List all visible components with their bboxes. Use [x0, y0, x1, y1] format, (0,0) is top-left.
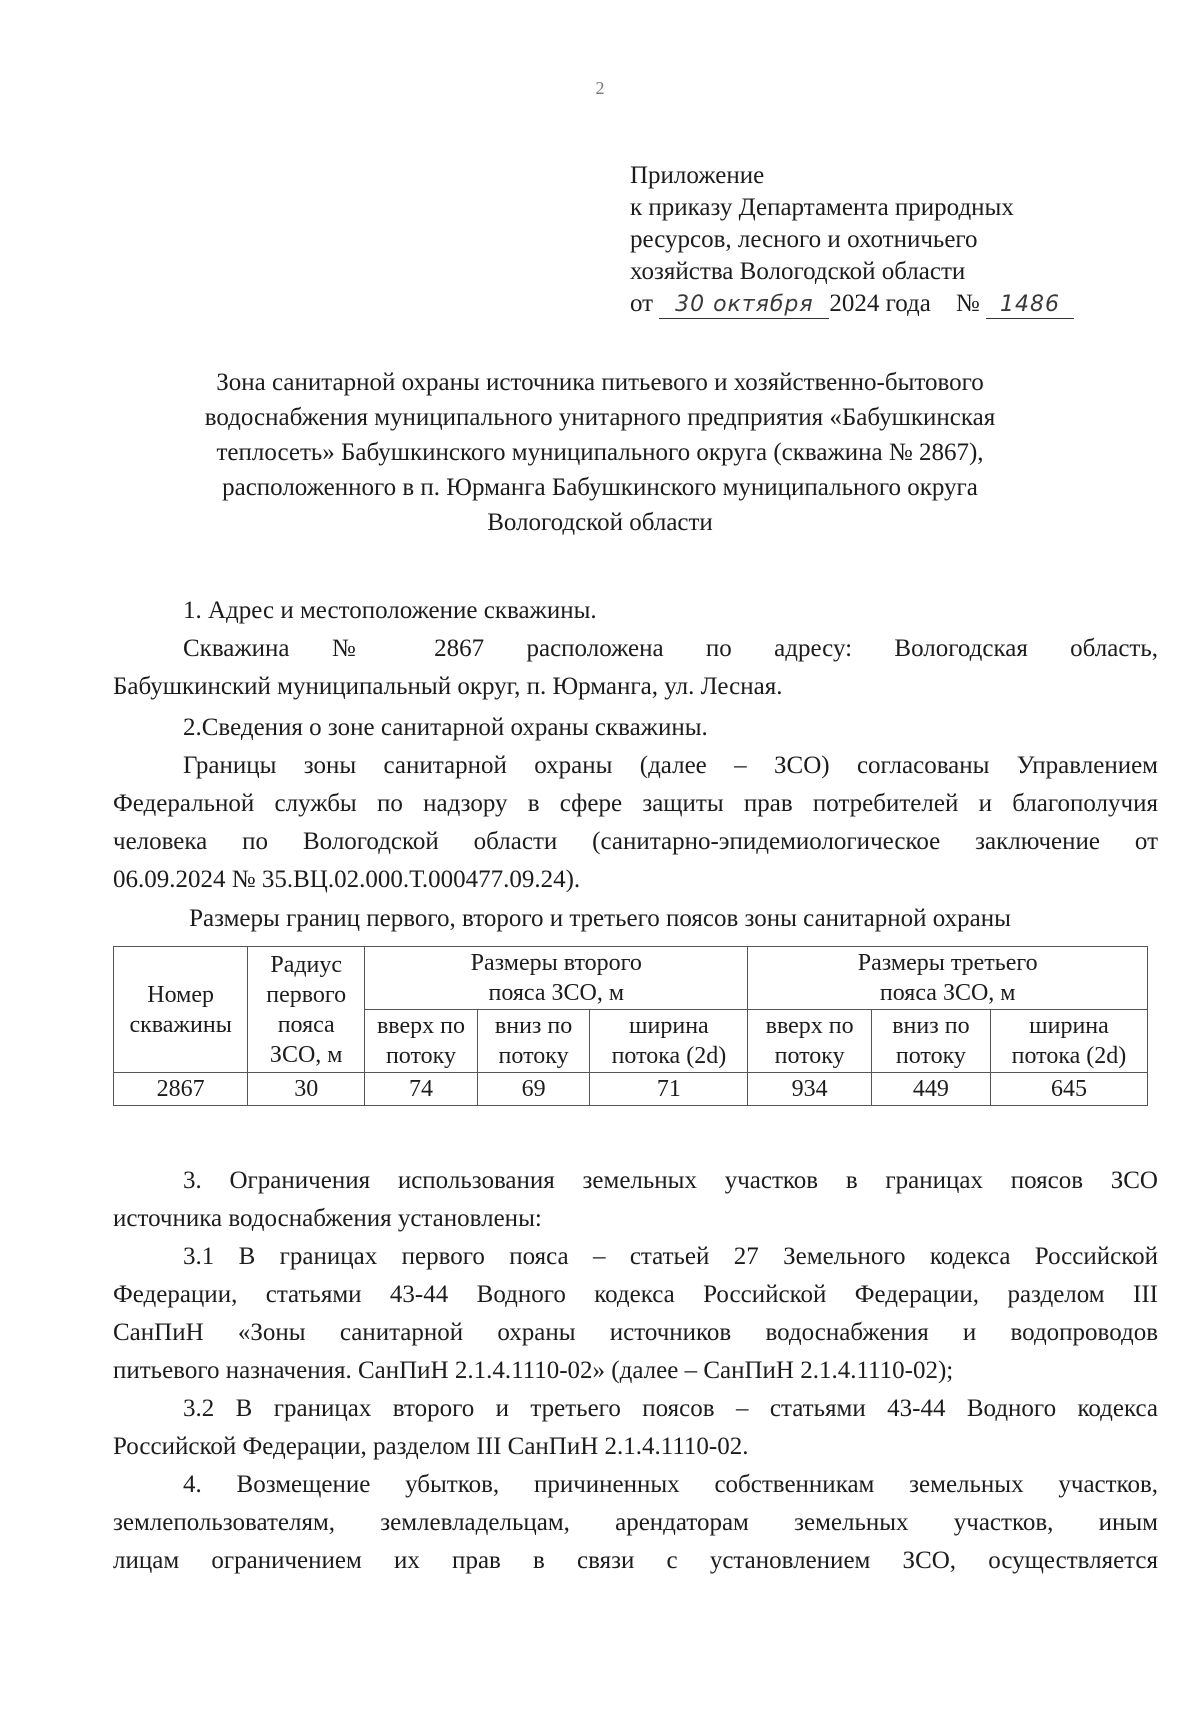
cell-second-width: 71: [590, 1073, 748, 1106]
section-1-text: Скважина № 2867 расположена по адресу: Вологодская область,: [183, 635, 1158, 662]
cell-second-up: 74: [365, 1073, 478, 1106]
section-3-1-text: Федерации, статьями 43-44 Водного кодекса Российской Федерации, разделом III: [113, 1281, 1158, 1308]
cell-well: 2867: [114, 1073, 248, 1106]
header-text: вниз по: [494, 1013, 573, 1039]
section-4-text: землепользователям, землевладельцам, арендаторам земельных участков, иным: [113, 1509, 1158, 1536]
header-text: потоку: [498, 1043, 569, 1069]
header-text: вверх по: [765, 1013, 854, 1039]
subheader-cell: [748, 1010, 871, 1073]
title-line: водоснабжения муниципального унитарного предприятия «Бабушкинская: [204, 404, 996, 431]
title-line: теплосеть» Бабушкинского муниципального округа (скважина № 2867),: [216, 439, 984, 466]
subheader-cell: [990, 1010, 1147, 1073]
section-2-text: Границы зоны санитарной охраны (далее – ЗСО) согласованы Управлением: [183, 752, 1158, 779]
header-text: первого: [266, 981, 347, 1008]
section-2-text: 06.09.2024 № 35.ВЦ.02.000.Т.000477.09.24).: [113, 866, 581, 893]
appendix-line: к приказу Департамента природных: [630, 194, 1014, 221]
section-2: [113, 709, 1158, 899]
header-cell-radius: [248, 947, 365, 1073]
header-text: потоку: [385, 1043, 456, 1069]
header-text: пояса: [277, 1011, 335, 1038]
appendix-line: хозяйства Вологодской области: [630, 258, 966, 285]
appendix-block: [630, 160, 1074, 320]
subheader-cell: [871, 1010, 990, 1073]
cell-radius: 30: [248, 1073, 365, 1106]
cell-third-width: 645: [990, 1073, 1147, 1106]
subheader-cell: [590, 1010, 748, 1073]
section-1: [113, 592, 1158, 706]
zso-table: [113, 946, 1148, 1106]
section-3-text: источника водоснабжения установлены:: [113, 1205, 542, 1232]
section-2-text: Федеральной службы по надзору в сфере защиты прав потребителей и благополучия: [113, 790, 1158, 817]
section-3-1-text: питьевого назначения. СанПиН 2.1.4.1110-02» (далее – СанПиН 2.1.4.1110-02);: [113, 1357, 954, 1384]
section-2-heading: 2.Сведения о зоне санитарной охраны скважины.: [183, 714, 708, 741]
header-text: потока (2d): [1011, 1043, 1127, 1069]
header-cell-well: [114, 947, 248, 1073]
section-3-1-text: 3.1 В границах первого пояса – статьей 27 Земельного кодекса Российской: [183, 1243, 1158, 1270]
header-text: скважины: [129, 1011, 232, 1038]
header-text: ЗСО, м: [269, 1041, 343, 1068]
table-caption: Размеры границ первого, второго и третьего поясов зоны санитарной охраны: [189, 905, 1011, 932]
title-line: Зона санитарной охраны источника питьевого и хозяйственно-бытового: [216, 369, 984, 396]
table-row: [114, 1073, 1148, 1106]
header-cell-third-zone: [748, 947, 1148, 1010]
section-1-text: Бабушкинский муниципальный округ, п. Юрманга, ул. Лесная.: [113, 673, 783, 700]
header-text: потоку: [774, 1043, 845, 1069]
table-header-row: [114, 947, 1148, 1010]
section-3-2-text: Российской Федерации, разделом III СанПиН 2.1.4.1110-02.: [113, 1433, 749, 1460]
header-text: пояса ЗСО, м: [879, 980, 1016, 1006]
document-title: [140, 365, 1060, 540]
section-3-text: 3. Ограничения использования земельных участков в границах поясов ЗСО: [183, 1167, 1158, 1194]
section-3-2-text: 3.2 В границах второго и третьего поясов – статьями 43-44 Водного кодекса: [183, 1395, 1158, 1422]
page-number: 2: [595, 78, 605, 98]
header-text: Размеры второго: [470, 950, 642, 976]
header-text: Номер: [147, 981, 214, 1008]
header-text: пояса ЗСО, м: [488, 980, 625, 1006]
appendix-line: ресурсов, лесного и охотничьего: [630, 226, 978, 253]
cell-second-down: 69: [477, 1073, 590, 1106]
section-3-1-text: СанПиН «Зоны санитарной охраны источников водоснабжения и водопроводов: [113, 1319, 1158, 1346]
header-text: вниз по: [892, 1013, 970, 1039]
subheader-cell: [365, 1010, 478, 1073]
cell-third-down: 449: [871, 1073, 990, 1106]
section-2-text: человека по Вологодской области (санитарно-эпидемиологическое заключение от: [113, 828, 1158, 855]
handwritten-date: 30 октября: [659, 292, 829, 319]
appendix-line: Приложение: [630, 162, 765, 189]
from-label: от: [630, 290, 654, 317]
section-1-heading: 1. Адрес и местоположение скважины.: [183, 597, 597, 624]
header-text: вверх по: [376, 1013, 465, 1039]
subheader-cell: [477, 1010, 590, 1073]
header-text: потока (2d): [611, 1043, 727, 1069]
appendix-date-line: [630, 288, 1074, 320]
title-line: расположенного в п. Юрманга Бабушкинского муниципального округа: [222, 474, 978, 501]
section-3-4: [113, 1162, 1158, 1580]
year-label: 2024 года: [829, 290, 931, 317]
header-text: Радиус: [270, 951, 343, 978]
header-text: ширина: [629, 1013, 709, 1039]
header-text: Размеры третьего: [857, 950, 1038, 976]
section-4-text: 4. Возмещение убытков, причиненных собственникам земельных участков,: [183, 1471, 1158, 1498]
number-label: №: [955, 290, 980, 317]
header-cell-second-zone: [365, 947, 748, 1010]
handwritten-number: 1486: [986, 292, 1074, 319]
title-line: Вологодской области: [487, 509, 713, 536]
section-4-text: лицам ограничением их прав в связи с установлением ЗСО, осуществляется: [113, 1547, 1158, 1574]
header-text: ширина: [1029, 1013, 1109, 1039]
cell-third-up: 934: [748, 1073, 871, 1106]
header-text: потоку: [895, 1043, 966, 1069]
